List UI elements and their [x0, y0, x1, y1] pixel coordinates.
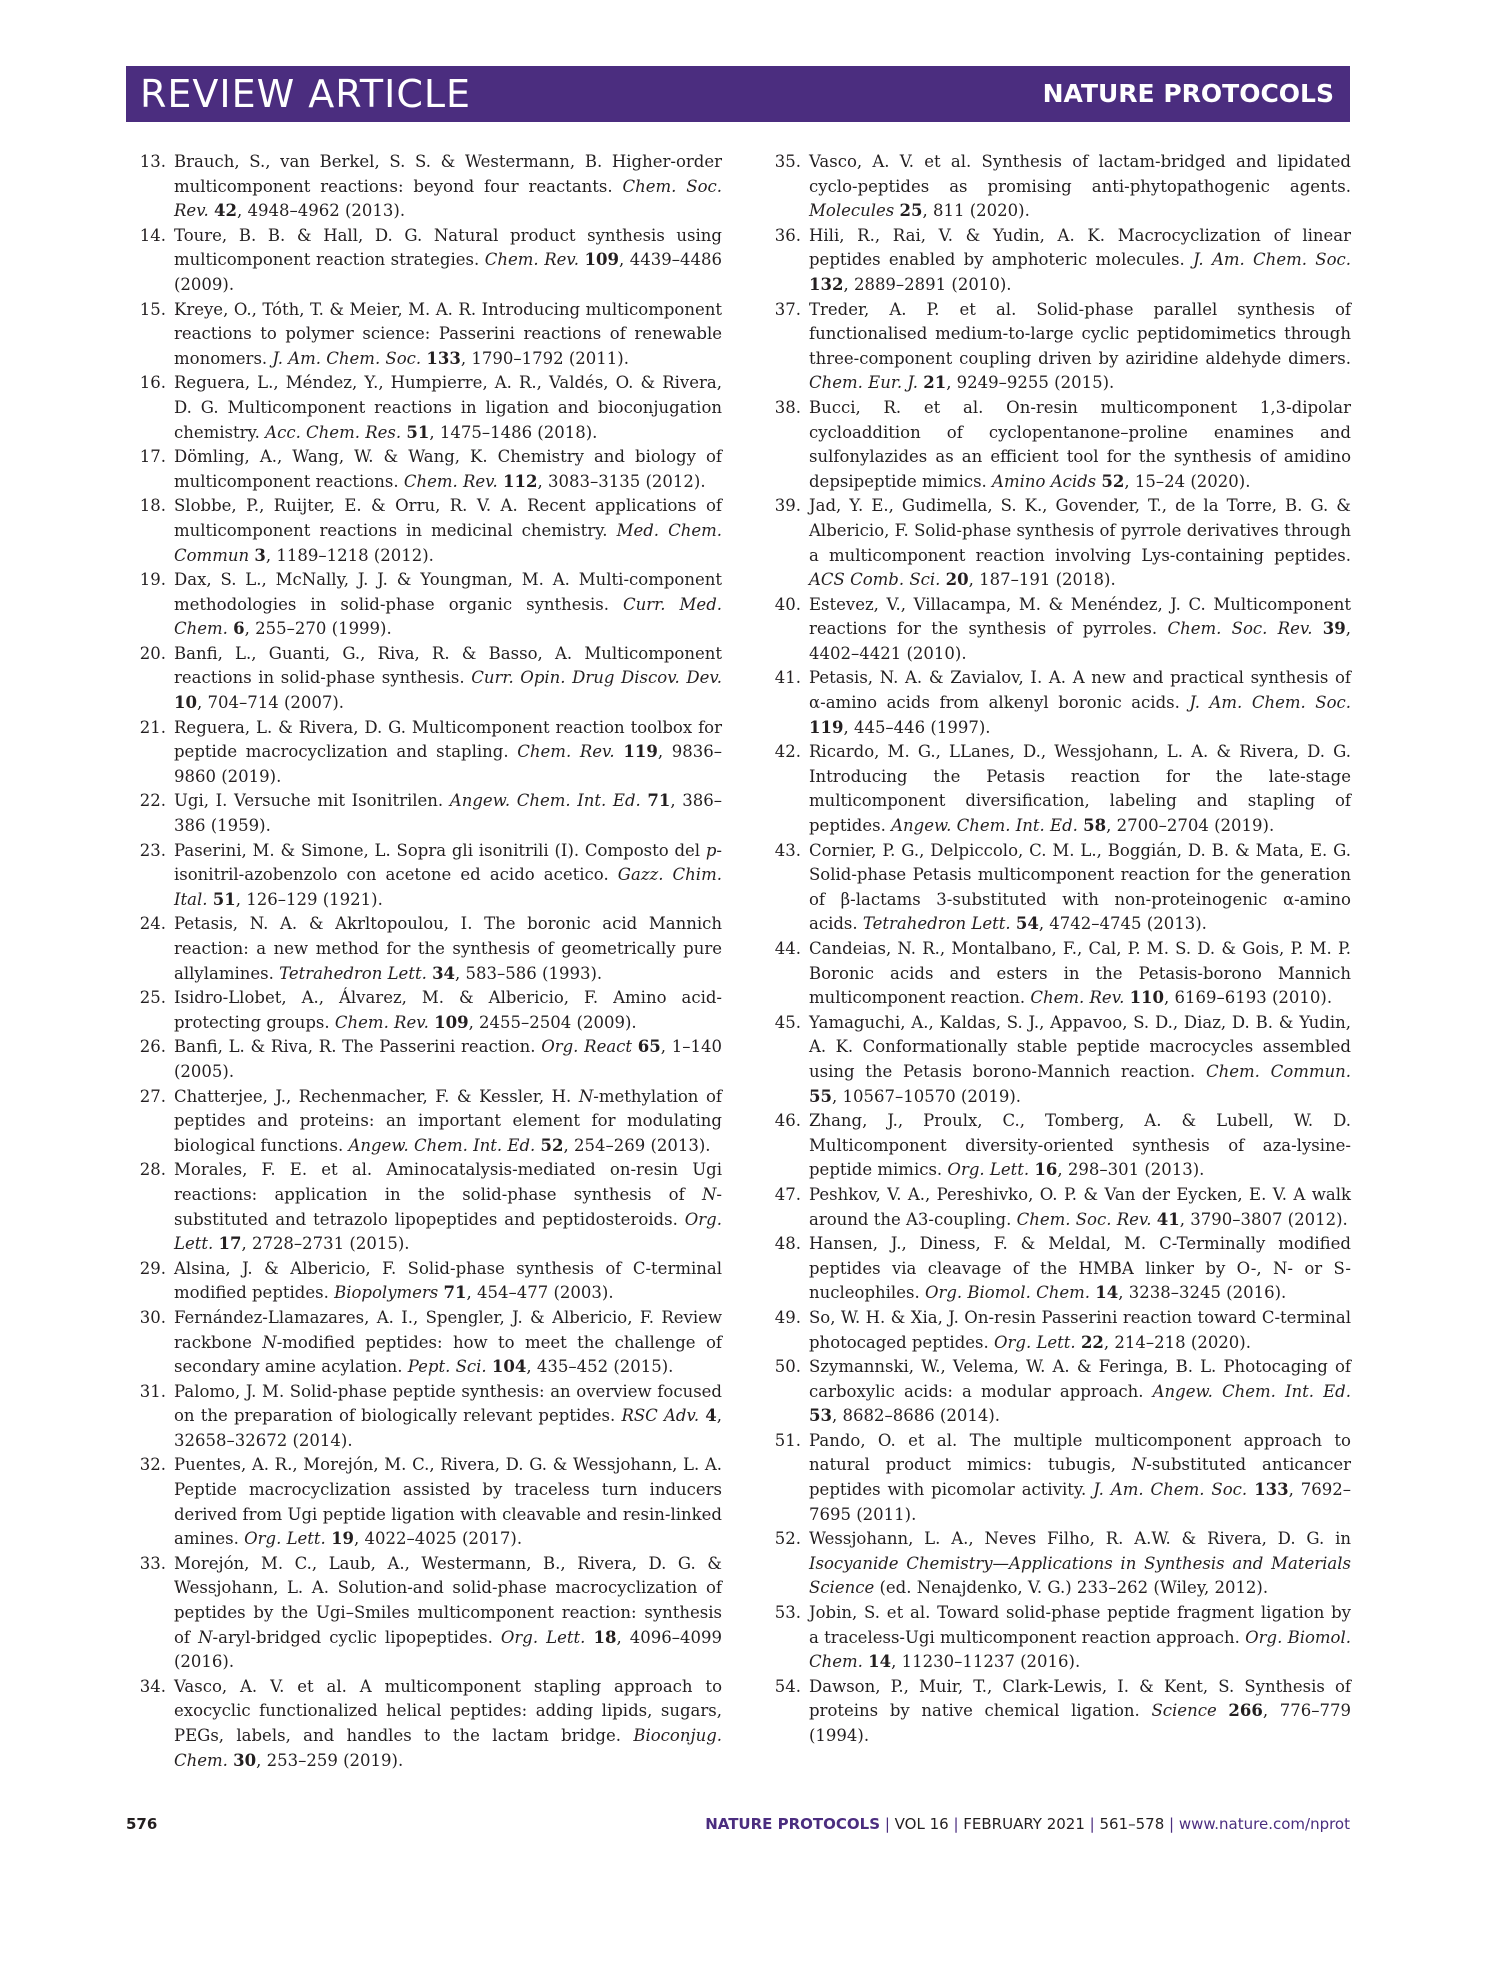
reference-item	[773, 1306, 1351, 1355]
reference-item	[138, 224, 722, 298]
reference-item	[138, 1453, 722, 1551]
reference-text: Dawson, P., Muir, T., Clark-Lewis, I. & Kent, S. Synthesis of proteins by native chemical ligation. Science 266, 776–779 (1994).	[809, 1676, 1352, 1745]
reference-number: 54.	[774, 1676, 801, 1696]
reference-number: 46.	[774, 1111, 801, 1131]
reference-number: 22.	[139, 791, 166, 811]
reference-number: 47.	[774, 1184, 801, 1204]
footer-date: FEBRUARY 2021	[963, 1815, 1085, 1833]
reference-item	[138, 1158, 722, 1256]
reference-item	[773, 1601, 1351, 1675]
reference-number: 24.	[139, 914, 166, 934]
reference-item	[138, 371, 722, 445]
reference-text: Cornier, P. G., Delpiccolo, C. M. L., Boggián, D. B. & Mata, E. G. Solid-phase Petasis multicomponent reaction for the generation of β-lactams 3-substituted with non-proteinogenic α-amino acids. Tetrahedron Lett. 54, 4742–4745 (2013).	[809, 840, 1351, 934]
reference-number: 13.	[139, 152, 166, 171]
reference-item	[138, 986, 722, 1035]
reference-item	[773, 1011, 1351, 1109]
reference-text: Peshkov, V. A., Pereshivko, O. P. & Van der Eycken, E. V. A walk around the A3-coupling. Chem. Soc. Rev. 41, 3790–3807 (2012).	[809, 1184, 1351, 1229]
reference-number: 51.	[774, 1430, 801, 1450]
reference-text: Morejón, M. C., Laub, A., Westermann, B., Rivera, D. G. & Wessjohann, L. A. Solution-and solid-phase macrocyclization of peptides by the Ugi–Smiles multicomponent reaction: synthesis of N-aryl-bridged cyclic lipopeptides. Org. Lett. 18, 4096–4099 (2016).	[174, 1553, 722, 1672]
reference-item	[773, 298, 1351, 396]
reference-item	[138, 494, 722, 568]
reference-number: 33.	[139, 1553, 166, 1573]
reference-item	[138, 150, 722, 224]
reference-text: Candeias, N. R., Montalbano, F., Cal, P. M. S. D. & Gois, P. M. P. Boronic acids and esters in the Petasis-borono Mannich multicomponent reaction. Chem. Rev. 110, 6169–6193 (2010).	[809, 939, 1351, 1008]
footer-pages: 561–578	[1099, 1815, 1165, 1833]
reference-text: Banfi, L., Guanti, G., Riva, R. & Basso, A. Multicomponent reactions in solid-phase synthesis. Curr. Opin. Drug Discov. Dev. 10, 704–714 (2007).	[174, 643, 723, 713]
reference-text: Yamaguchi, A., Kaldas, S. J., Appavoo, S. D., Diaz, D. B. & Yudin, A. K. Conformationally stable peptide macrocycles assembled using the Petasis borono-Mannich reaction. Chem. Commun. 55, 10567–10570 (2019).	[809, 1012, 1351, 1106]
footer-url[interactable]: www.nature.com/nprot	[1178, 1815, 1350, 1833]
reference-number: 40.	[774, 594, 801, 614]
reference-number: 39.	[774, 496, 801, 516]
reference-item	[138, 1552, 722, 1675]
references-right-column	[773, 150, 1351, 1749]
reference-number: 36.	[774, 225, 801, 245]
reference-number: 26.	[139, 1037, 166, 1057]
reference-item	[773, 396, 1351, 494]
footer-citation: NATURE PROTOCOLS | VOL 16 | FEBRUARY 2021 | 561–578 | www.nature.com/nprot	[705, 1815, 1350, 1833]
reference-item	[138, 912, 722, 986]
reference-item	[773, 150, 1351, 224]
reference-item	[773, 1232, 1351, 1306]
reference-item	[138, 445, 722, 494]
reference-text: Banfi, L. & Riva, R. The Passerini reaction. Org. React 65, 1–140 (2005).	[174, 1037, 722, 1081]
reference-number: 28.	[139, 1160, 166, 1180]
reference-number: 18.	[139, 496, 166, 516]
reference-item	[773, 1355, 1351, 1429]
reference-number: 25.	[139, 988, 166, 1008]
reference-number: 14.	[139, 225, 166, 245]
reference-item	[138, 1675, 722, 1773]
reference-number: 45.	[774, 1012, 801, 1032]
reference-text: Petasis, N. A. & Akrltopoulou, I. The boronic acid Mannich reaction: a new method for the synthesis of geometrically pure allylamines. Tetrahedron Lett. 34, 583–586 (1993).	[174, 914, 722, 983]
reference-text: Jobin, S. et al. Toward solid-phase peptide fragment ligation by a traceless-Ugi multicomponent reaction approach. Org. Biomol. Chem. 14, 11230–11237 (2016).	[809, 1603, 1352, 1672]
footer-volume: VOL 16	[894, 1815, 949, 1833]
reference-number: 30.	[139, 1307, 166, 1327]
reference-item	[773, 937, 1351, 1011]
reference-text: Toure, B. B. & Hall, D. G. Natural product synthesis using multicomponent reaction strategies. Chem. Rev. 109, 4439–4486 (2009).	[174, 225, 723, 294]
reference-text: Morales, F. E. et al. Aminocatalysis-mediated on-resin Ugi reactions: application in the solid-phase synthesis of N-substituted and tetrazolo lipopeptides and peptidosteroids. Org. Lett. 17, 2728–2731 (2015).	[174, 1160, 722, 1254]
reference-item	[773, 1109, 1351, 1183]
reference-number: 52.	[774, 1529, 801, 1549]
reference-text: Dömling, A., Wang, W. & Wang, K. Chemistry and biology of multicomponent reactions. Chem. Rev. 112, 3083–3135 (2012).	[174, 447, 722, 491]
footer-journal: NATURE PROTOCOLS	[705, 1815, 881, 1833]
reference-text: Reguera, L. & Rivera, D. G. Multicomponent reaction toolbox for peptide macrocyclization and stapling. Chem. Rev. 119, 9836–9860 (2019).	[174, 717, 722, 786]
reference-number: 32.	[139, 1455, 166, 1475]
reference-number: 15.	[139, 299, 166, 319]
reference-text: Ricardo, M. G., LLanes, D., Wessjohann, L. A. & Rivera, D. G. Introducing the Petasis reaction for the late-stage multicomponent diversification, labeling and stapling of peptides. Angew. Chem. Int. Ed. 58, 2700–2704 (2019).	[809, 742, 1351, 836]
reference-text: Isidro-Llobet, A., Álvarez, M. & Albericio, F. Amino acid-protecting groups. Chem. Rev. 109, 2455–2504 (2009).	[174, 988, 722, 1032]
reference-text: Fernández-Llamazares, A. I., Spengler, J. & Albericio, F. Review rackbone N-modified peptides: how to meet the challenge of secondary amine acylation. Pept. Sci. 104, 435–452 (2015).	[174, 1307, 722, 1377]
reference-text: Chatterjee, J., Rechenmacher, F. & Kessler, H. N-methylation of peptides and proteins: an important element for modulating biological functions. Angew. Chem. Int. Ed. 52, 254–269 (2013).	[174, 1086, 723, 1155]
reference-number: 37.	[774, 299, 801, 319]
reference-number: 27.	[139, 1086, 166, 1106]
reference-number: 17.	[139, 447, 166, 467]
reference-item	[138, 1380, 722, 1454]
reference-text: Reguera, L., Méndez, Y., Humpierre, A. R., Valdés, O. & Rivera, D. G. Multicomponent reactions in ligation and bioconjugation chemistry. Acc. Chem. Res. 51, 1475–1486 (2018).	[174, 373, 722, 442]
reference-number: 20.	[139, 643, 166, 663]
journal-name: NATURE PROTOCOLS	[1042, 79, 1334, 108]
reference-number: 21.	[139, 717, 166, 737]
reference-text: Kreye, O., Tóth, T. & Meier, M. A. R. Introducing multicomponent reactions to polymer science: Passerini reactions of renewable monomers. J. Am. Chem. Soc. 133, 1790–1792 (2011).	[174, 299, 722, 368]
reference-text: Zhang, J., Proulx, C., Tomberg, A. & Lubell, W. D. Multicomponent diversity-oriented synthesis of aza-lysine-peptide mimics. Org. Lett. 16, 298–301 (2013).	[809, 1111, 1351, 1180]
reference-item	[138, 1257, 722, 1306]
reference-number: 44.	[774, 939, 801, 958]
reference-text: Hansen, J., Diness, F. & Meldal, M. C-Terminally modified peptides via cleavage of the HMBA linker by O-, N- or S-nucleophiles. Org. Biomol. Chem. 14, 3238–3245 (2016).	[809, 1234, 1351, 1303]
reference-item	[773, 224, 1351, 298]
reference-item	[138, 1085, 722, 1159]
reference-text: Puentes, A. R., Morejón, M. C., Rivera, D. G. & Wessjohann, L. A. Peptide macrocyclization assisted by traceless turn inducers derived from Ugi peptide ligation with cleavable and resin-linked amines. Org. Lett. 19, 4022–4025 (2017).	[174, 1455, 722, 1549]
reference-text: Wessjohann, L. A., Neves Filho, R. A.W. & Rivera, D. G. in Isocyanide Chemistry—Applications in Synthesis and Materials Science (ed. Nenajdenko, V. G.) 233–262 (Wiley, 2012).	[809, 1529, 1351, 1598]
page-footer	[126, 1815, 1350, 1839]
reference-item	[138, 1306, 722, 1380]
reference-text: Hili, R., Rai, V. & Yudin, A. K. Macrocyclization of linear peptides enabled by amphoteric molecules. J. Am. Chem. Soc. 132, 2889–2891 (2010).	[809, 225, 1351, 294]
reference-number: 29.	[139, 1258, 166, 1278]
reference-text: Treder, A. P. et al. Solid-phase parallel synthesis of functionalised medium-to-large cyclic peptidomimetics through three-component coupling driven by aziridine aldehyde dimers. Chem. Eur. J. 21, 9249–9255 (2015).	[809, 299, 1351, 393]
reference-item	[138, 642, 722, 716]
reference-text: Petasis, N. A. & Zavialov, I. A. A new and practical synthesis of α-amino acids from alkenyl boronic acids. J. Am. Chem. Soc. 119, 445–446 (1997).	[809, 668, 1351, 737]
reference-item	[773, 666, 1351, 740]
reference-item	[138, 716, 722, 790]
reference-number: 31.	[139, 1381, 166, 1401]
reference-text: Palomo, J. M. Solid-phase peptide synthesis: an overview focused on the preparation of biologically relevant peptides. RSC Adv. 4, 32658–32672 (2014).	[174, 1381, 722, 1450]
reference-number: 23.	[139, 840, 166, 860]
reference-item	[138, 789, 722, 838]
section-label: REVIEW ARTICLE	[140, 72, 472, 116]
reference-number: 48.	[774, 1234, 801, 1254]
page-number: 576	[126, 1815, 158, 1833]
reference-number: 53.	[774, 1603, 801, 1623]
reference-item	[138, 298, 722, 372]
reference-text: Alsina, J. & Albericio, F. Solid-phase synthesis of C-terminal modified peptides. Biopolymers 71, 454–477 (2003).	[174, 1258, 722, 1303]
reference-number: 50.	[774, 1357, 801, 1377]
reference-text: Szymannski, W., Velema, W. A. & Feringa, B. L. Photocaging of carboxylic acids: a modular approach. Angew. Chem. Int. Ed. 53, 8682–8686 (2014).	[809, 1357, 1351, 1426]
reference-text: Ugi, I. Versuche mit Isonitrilen. Angew. Chem. Int. Ed. 71, 386–386 (1959).	[174, 791, 722, 836]
reference-number: 43.	[774, 840, 801, 860]
reference-text: Jad, Y. E., Gudimella, S. K., Govender, T., de la Torre, B. G. & Albericio, F. Solid-phase synthesis of pyrrole derivatives through a multicomponent reaction involving Lys-containing peptides. ACS Comb. Sci. 20, 187–191 (2018).	[809, 496, 1351, 590]
reference-text: Pando, O. et al. The multiple multicomponent approach to natural product mimics: tubugis, N-substituted anticancer peptides with picomolar activity. J. Am. Chem. Soc. 133, 7692–7695 (2011).	[809, 1430, 1352, 1524]
reference-item	[773, 740, 1351, 838]
reference-number: 34.	[139, 1676, 166, 1696]
reference-number: 38.	[774, 397, 801, 417]
reference-number: 19.	[139, 570, 166, 590]
reference-item	[773, 839, 1351, 937]
reference-number: 35.	[774, 152, 801, 171]
reference-item	[773, 494, 1351, 592]
reference-item	[773, 1183, 1351, 1232]
reference-number: 41.	[774, 668, 801, 688]
reference-text: Slobbe, P., Ruijter, E. & Orru, R. V. A. Recent applications of multicomponent reactions in medicinal chemistry. Med. Chem. Commun 3, 1189–1218 (2012).	[174, 496, 722, 565]
reference-item	[773, 1675, 1351, 1749]
reference-item	[138, 1035, 722, 1084]
reference-number: 42.	[774, 742, 801, 762]
reference-item	[773, 1429, 1351, 1527]
reference-text: Bucci, R. et al. On-resin multicomponent 1,3-dipolar cycloaddition of cyclopentanone–proline enamines and sulfonylazides as an efficient tool for the synthesis of amidino depsipeptide mimics. Amino Acids 52, 15–24 (2020).	[809, 397, 1351, 491]
reference-number: 49.	[774, 1307, 801, 1327]
reference-text: Dax, S. L., McNally, J. J. & Youngman, M. A. Multi-component methodologies in solid-phase organic synthesis. Curr. Med. Chem. 6, 255–270 (1999).	[174, 570, 723, 639]
reference-text: Brauch, S., van Berkel, S. S. & Westermann, B. Higher-order multicomponent reactions: beyond four reactants. Chem. Soc. Rev. 42, 4948–4962 (2013).	[174, 152, 722, 221]
reference-text: Vasco, A. V. et al. Synthesis of lactam-bridged and lipidated cyclo-peptides as promising anti-phytopathogenic agents. Molecules 25, 811 (2020).	[809, 152, 1351, 221]
reference-item	[773, 593, 1351, 667]
reference-item	[138, 568, 722, 642]
reference-text: Vasco, A. V. et al. A multicomponent stapling approach to exocyclic functionalized helical peptides: adding lipids, sugars, PEGs, labels, and handles to the lactam bridge. Bioconjug. Chem. 30, 253–259 (2019).	[174, 1676, 722, 1770]
reference-item	[773, 1527, 1351, 1601]
reference-item	[138, 839, 722, 913]
reference-number: 16.	[139, 373, 166, 393]
header-banner	[126, 66, 1350, 122]
reference-text: Paserini, M. & Simone, L. Sopra gli isonitrili (I). Composto del p-isonitril-azobenzolo con acetone ed acido acetico. Gazz. Chim. Ital. 51, 126–129 (1921).	[174, 840, 722, 909]
reference-text: Estevez, V., Villacampa, M. & Menéndez, J. C. Multicomponent reactions for the synthesis of pyrroles. Chem. Soc. Rev. 39, 4402–4421 (2010).	[809, 594, 1352, 663]
reference-text: So, W. H. & Xia, J. On-resin Passerini reaction toward C-terminal photocaged peptides. Org. Lett. 22, 214–218 (2020).	[809, 1307, 1351, 1352]
references-left-column	[138, 150, 722, 1773]
